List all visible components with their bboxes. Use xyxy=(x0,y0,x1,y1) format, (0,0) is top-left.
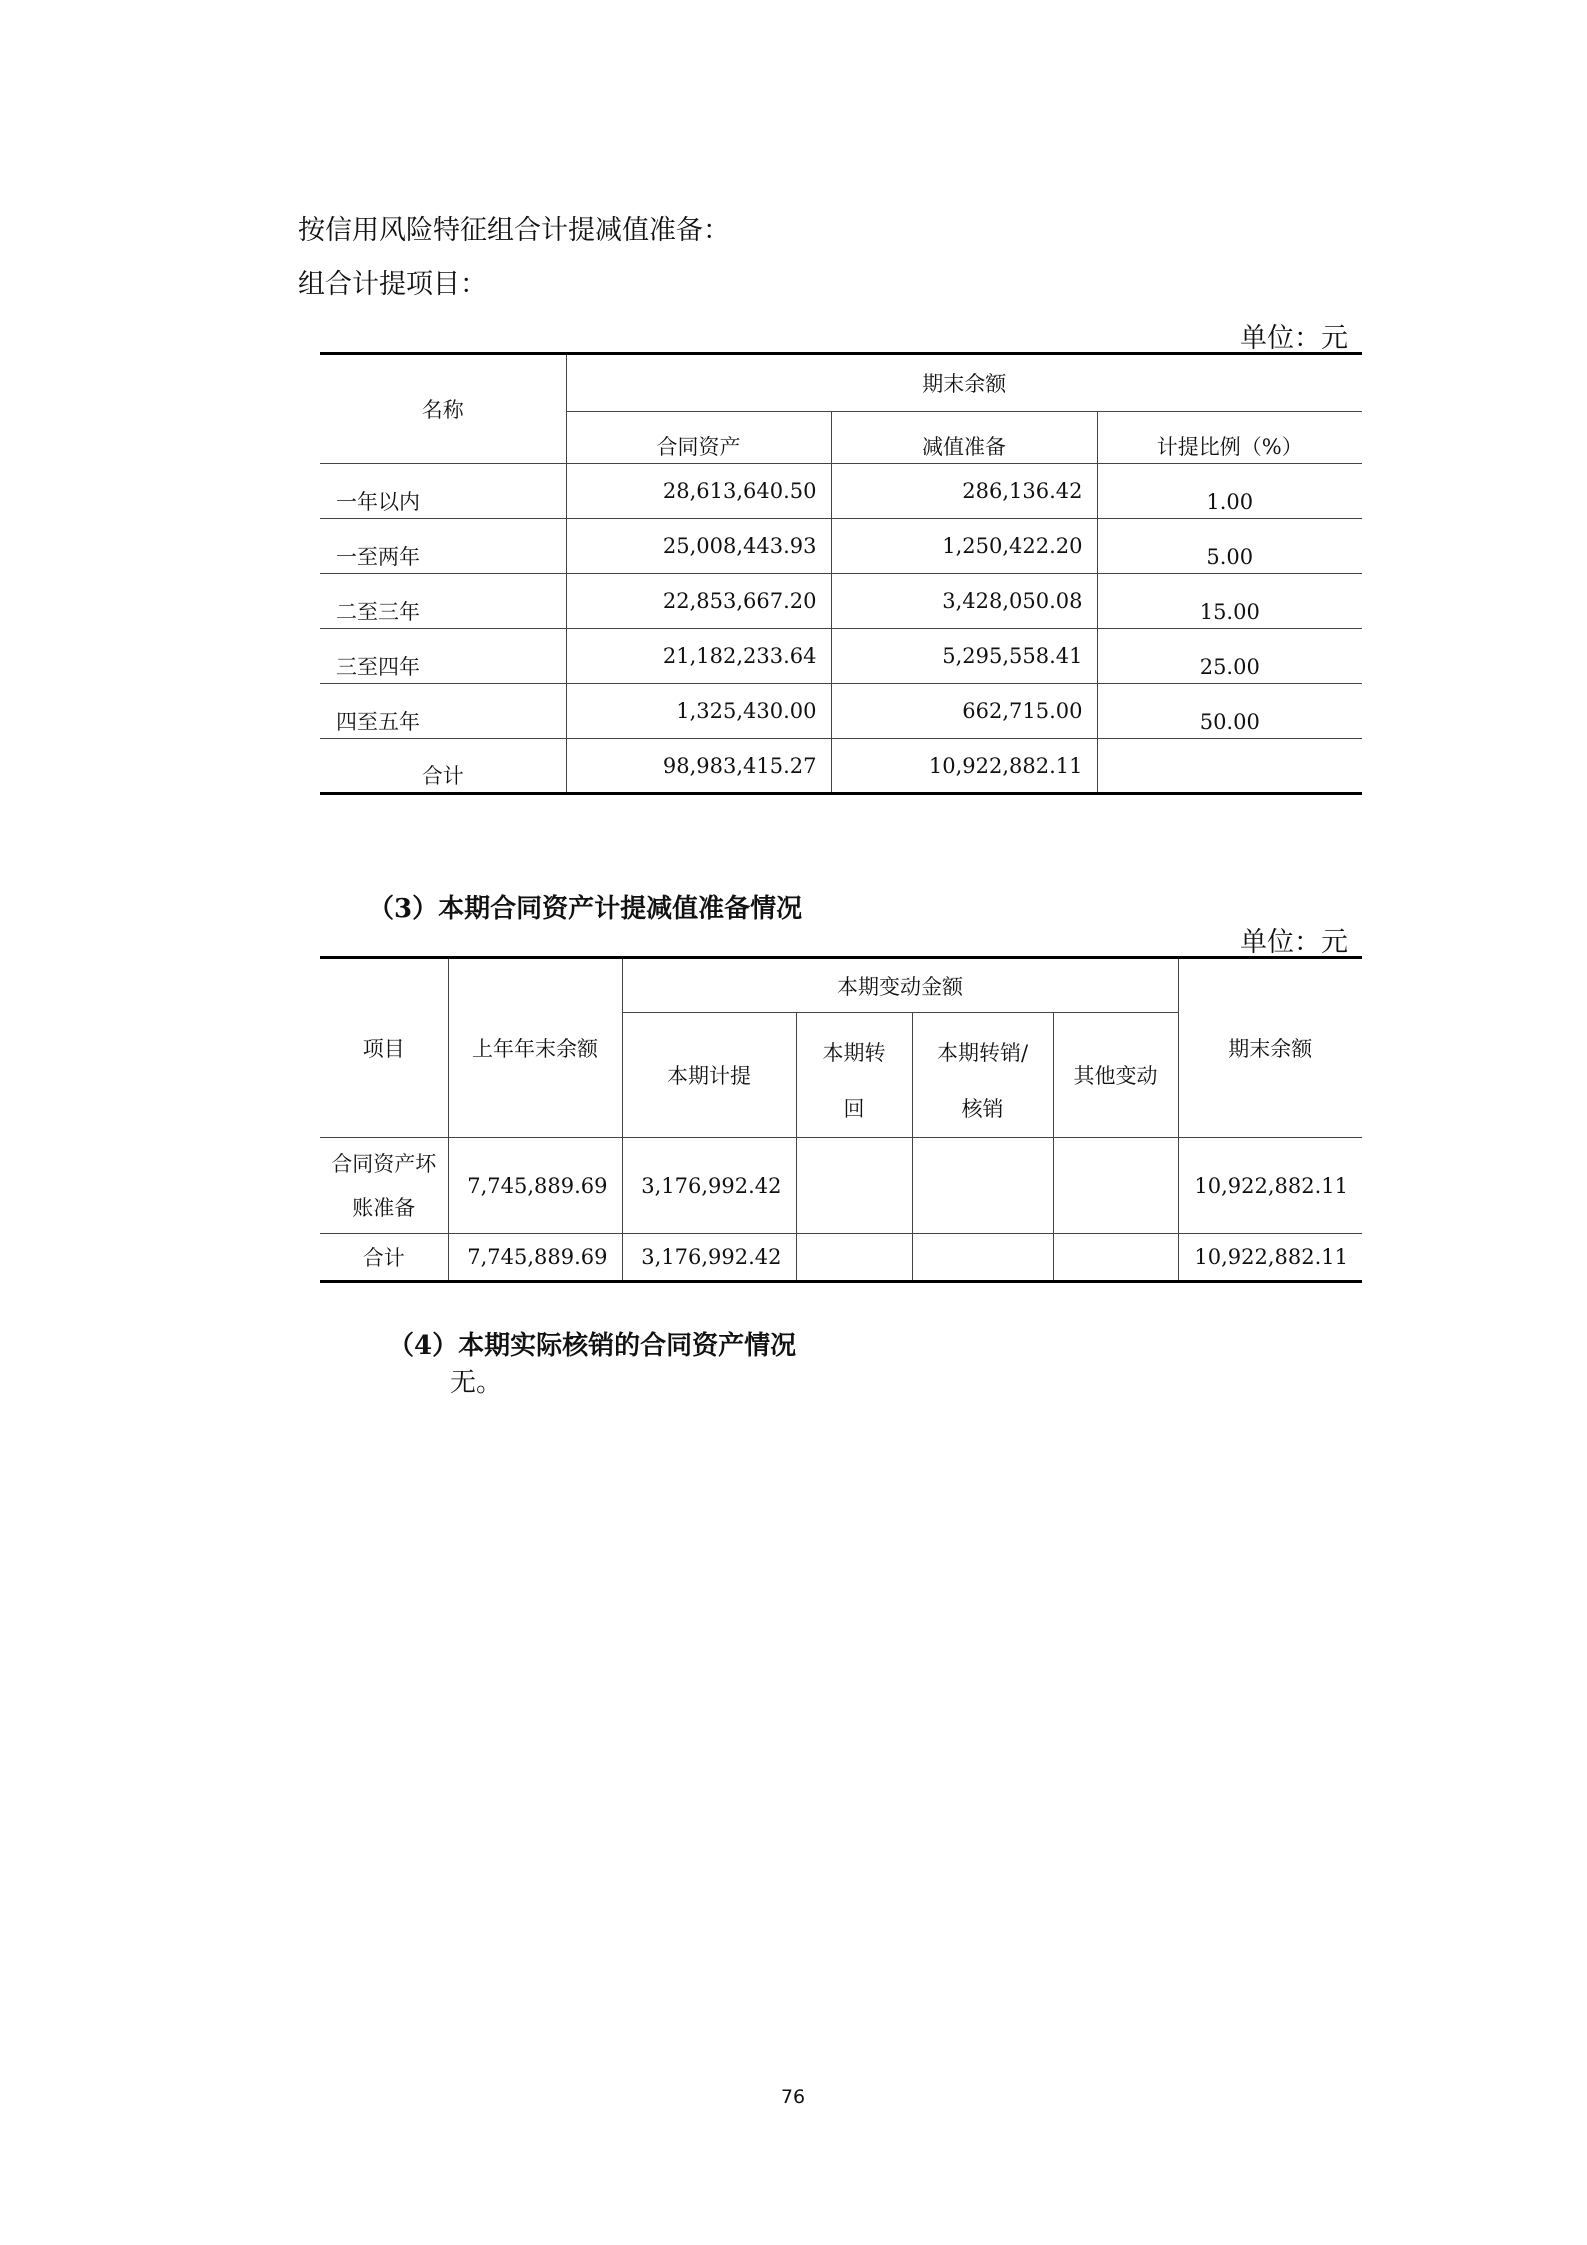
row-other xyxy=(1053,1138,1178,1234)
row-name: 三至四年 xyxy=(320,629,566,684)
header-reversed: 本期转回 xyxy=(796,1013,912,1138)
total-other xyxy=(1053,1234,1178,1282)
row-name: 一至两年 xyxy=(320,519,566,574)
total-row xyxy=(320,739,1362,794)
intro-line-1: 按信用风险特征组合计提减值准备： xyxy=(298,215,730,246)
total-reversed xyxy=(796,1234,912,1282)
portfolio-provision-table xyxy=(320,352,1362,795)
total-row xyxy=(320,1234,1362,1282)
intro-line-2: 组合计提项目： xyxy=(298,269,487,300)
total-asset: 98,983,415.27 xyxy=(566,739,831,794)
row-asset: 28,613,640.50 xyxy=(566,464,831,519)
header-provision-rate: 计提比例（%） xyxy=(1097,412,1362,464)
section-3-title: （3）本期合同资产计提减值准备情况 xyxy=(368,894,803,924)
header-item: 项目 xyxy=(320,958,448,1138)
header-impairment-reserve: 减值准备 xyxy=(831,412,1097,464)
row-end: 10,922,882.11 xyxy=(1178,1138,1362,1234)
row-reversed xyxy=(796,1138,912,1234)
header-writeoff: 本期转销/核销 xyxy=(912,1013,1053,1138)
table-row xyxy=(320,1138,1362,1234)
row-reserve: 286,136.42 xyxy=(831,464,1097,519)
total-reserve: 10,922,882.11 xyxy=(831,739,1097,794)
total-name: 合计 xyxy=(320,739,566,794)
row-prev: 7,745,889.69 xyxy=(448,1138,622,1234)
section-4-title: （4）本期实际核销的合同资产情况 xyxy=(388,1331,797,1361)
section-3-unit-label: 单位：元 xyxy=(1240,927,1348,958)
row-reserve: 1,250,422.20 xyxy=(831,519,1097,574)
header-accrued: 本期计提 xyxy=(622,1013,796,1138)
row-rate: 50.00 xyxy=(1097,684,1362,739)
unit-label: 单位：元 xyxy=(1240,323,1348,354)
row-reserve: 662,715.00 xyxy=(831,684,1097,739)
total-end: 10,922,882.11 xyxy=(1178,1234,1362,1282)
table-row xyxy=(320,629,1362,684)
total-rate xyxy=(1097,739,1362,794)
row-reserve: 5,295,558.41 xyxy=(831,629,1097,684)
total-prev: 7,745,889.69 xyxy=(448,1234,622,1282)
table-row xyxy=(320,519,1362,574)
header-contract-assets: 合同资产 xyxy=(566,412,831,464)
total-writeoff xyxy=(912,1234,1053,1282)
header-period-end-balance: 期末余额 xyxy=(1178,958,1362,1138)
row-name: 二至三年 xyxy=(320,574,566,629)
total-item: 合计 xyxy=(320,1234,448,1282)
row-rate: 25.00 xyxy=(1097,629,1362,684)
header-period-change-amount: 本期变动金额 xyxy=(622,958,1178,1013)
row-rate: 5.00 xyxy=(1097,519,1362,574)
row-name: 一年以内 xyxy=(320,464,566,519)
header-name: 名称 xyxy=(320,354,566,464)
row-rate: 15.00 xyxy=(1097,574,1362,629)
row-asset: 22,853,667.20 xyxy=(566,574,831,629)
page-number: 76 xyxy=(780,2086,806,2108)
total-accrued: 3,176,992.42 xyxy=(622,1234,796,1282)
row-asset: 1,325,430.00 xyxy=(566,684,831,739)
row-accrued: 3,176,992.42 xyxy=(622,1138,796,1234)
impairment-movement-table xyxy=(320,956,1362,1283)
row-writeoff xyxy=(912,1138,1053,1234)
row-item: 合同资产坏账准备 xyxy=(320,1138,448,1234)
header-other-changes: 其他变动 xyxy=(1053,1013,1178,1138)
table-row xyxy=(320,684,1362,739)
table-row xyxy=(320,464,1362,519)
section-4-body: 无。 xyxy=(450,1368,503,1398)
header-prev-year-end-balance: 上年年末余额 xyxy=(448,958,622,1138)
header-period-end-balance: 期末余额 xyxy=(566,354,1362,412)
row-rate: 1.00 xyxy=(1097,464,1362,519)
row-asset: 21,182,233.64 xyxy=(566,629,831,684)
row-reserve: 3,428,050.08 xyxy=(831,574,1097,629)
table-row xyxy=(320,574,1362,629)
row-asset: 25,008,443.93 xyxy=(566,519,831,574)
row-name: 四至五年 xyxy=(320,684,566,739)
